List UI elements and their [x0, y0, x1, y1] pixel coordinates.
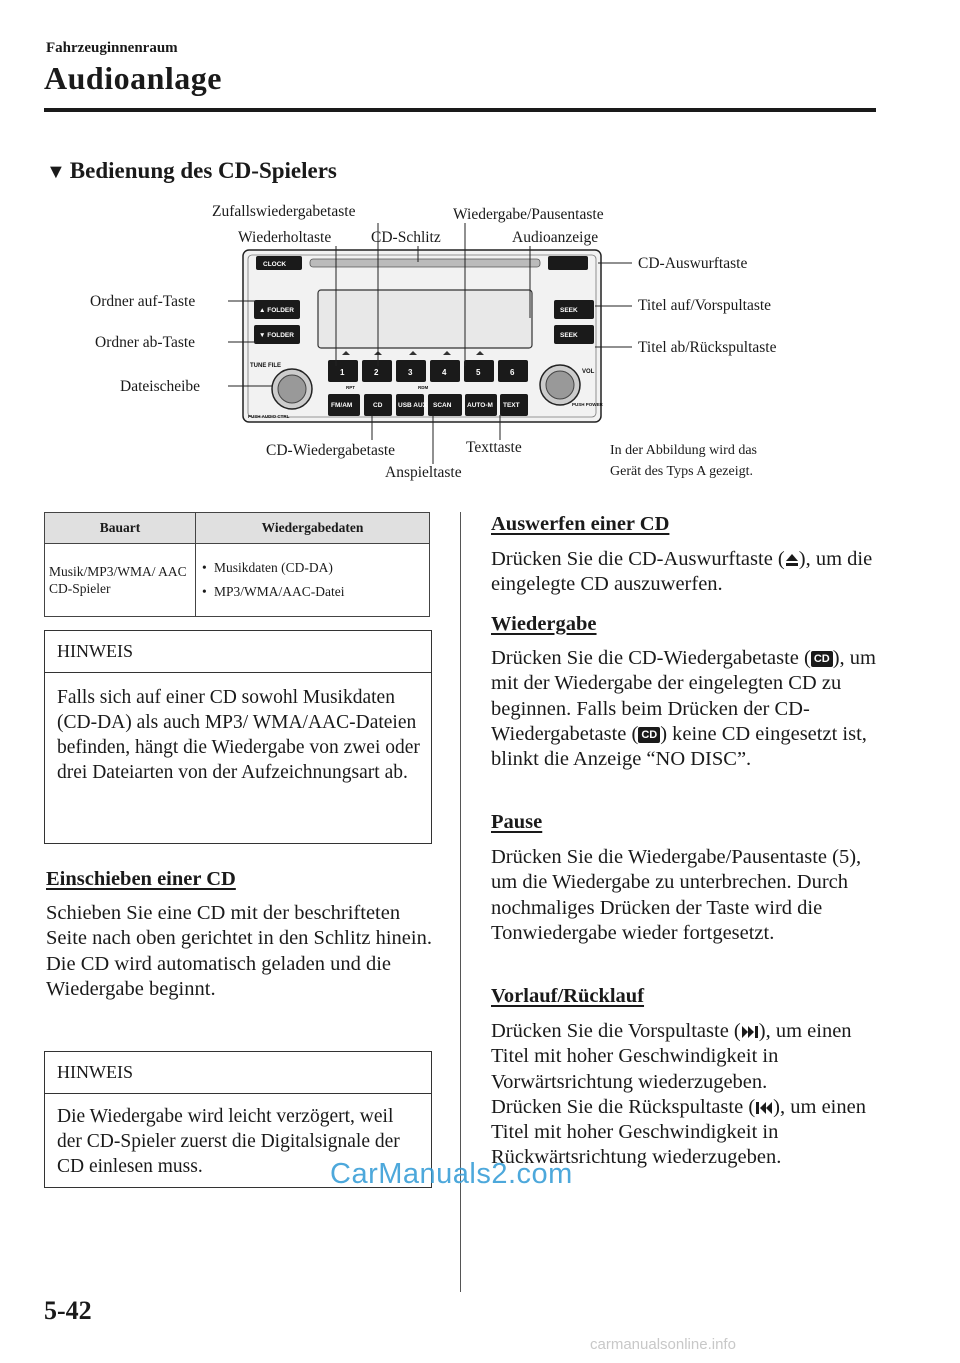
- unit-scan-label: SCAN: [433, 402, 452, 409]
- table-header-row: [45, 513, 430, 544]
- unit-seek-down-label: SEEK: [560, 332, 578, 339]
- unit-preset-4: 4: [442, 368, 447, 377]
- fast-forward-icon: [741, 1025, 759, 1039]
- rewind-icon: [755, 1101, 773, 1115]
- text-run: Drücken Sie die CD-Auswurftaste (: [491, 548, 785, 570]
- header-section-label: Fahrzeuginnenraum: [46, 40, 178, 56]
- eject-icon: [785, 553, 799, 567]
- label-audioanzeige: Audioanzeige: [512, 229, 599, 246]
- note-body: Die Wiedergabe wird leicht verzögert, weil der CD-Spieler zuerst die Digitalsignale der CD einlesen muss.: [57, 1106, 400, 1177]
- unit-folder-down-label: ▼ FOLDER: [259, 332, 294, 339]
- unit-tune-file-label: TUNE FILE: [250, 363, 281, 369]
- label-texttaste: Texttaste: [466, 439, 522, 456]
- cd-icon: CD: [811, 651, 833, 667]
- label-cd-wiedergabetaste: CD-Wiedergabetaste: [266, 442, 396, 459]
- unit-preset-6: 6: [510, 368, 515, 377]
- unit-push-power-label: PUSH POWER: [572, 402, 603, 407]
- footer-site-text: carmanualsonline.info: [590, 1336, 736, 1353]
- section-heading-text: Bedienung des CD-Spielers: [69, 158, 337, 183]
- label-zufallswiedergabetaste: Zufallswiedergabetaste: [212, 203, 356, 220]
- label-dateischeibe: Dateischeibe: [120, 378, 201, 395]
- note-title: HINWEIS: [45, 631, 431, 673]
- label-wiedergabe-pausentaste: Wiedergabe/Pausentaste: [453, 206, 604, 223]
- subheading-pause: Pause: [491, 811, 543, 833]
- text-run: ), um mit der Wiedergabe der eingelegten CD zu beginnen. Falls beim Drücken der CD-Wiedergabetaste (: [491, 647, 877, 745]
- paragraph-auswerfen: [491, 547, 881, 598]
- label-titel-auf-vorspultaste: Titel auf/Vorspultaste: [638, 297, 772, 314]
- label-anspieltaste: Anspieltaste: [385, 464, 462, 481]
- page-number: 5-42: [44, 1296, 92, 1325]
- paragraph-vorlauf: [491, 1019, 881, 1171]
- text-run: Drücken Sie die Vorspultaste (: [491, 1020, 741, 1042]
- table-cell-type: Musik/MP3/WMA/ AAC CD-Spieler: [45, 544, 196, 617]
- list-item: • MP3/WMA/AAC-Datei: [200, 580, 425, 604]
- unit-preset-2: 2: [374, 368, 379, 377]
- paragraph-pause: Drücken Sie die Wiedergabe/Pausentaste (5), um die Wiedergabe zu unterbrechen. Durch nochmaliges Drücken der Taste wird die Tonwiedergabe wieder fortgesetzt.: [491, 846, 862, 944]
- note-body: Falls sich auf einer CD sowohl Musikdaten (CD-DA) als auch MP3/ WMA/AAC-Dateien befinden, hängt die Wiedergabe von zwei oder drei Dateiarten von der Aufzeichnungsart ab.: [57, 687, 420, 783]
- cd-icon: CD: [638, 727, 660, 743]
- unit-preset-1: 1: [340, 368, 345, 377]
- label-titel-ab-rueckspultaste: Titel ab/Rückspultaste: [638, 339, 777, 356]
- label-ordner-ab-taste: Ordner ab-Taste: [95, 334, 196, 351]
- unit-push-audio-label: PUSH AUDIO CTRL: [248, 414, 290, 419]
- label-cd-schlitz: CD-Schlitz: [371, 229, 441, 246]
- triangle-down-icon: ▼: [46, 161, 66, 183]
- subheading-auswerfen: Auswerfen einer CD: [491, 513, 670, 535]
- unit-vol-label: VOL: [582, 369, 595, 375]
- unit-folder-up-label: ▲ FOLDER: [259, 307, 294, 314]
- text-run: ), um die eingelegte CD auszuwerfen.: [491, 548, 873, 596]
- text-run: Drücken Sie die CD-Wiedergabetaste (: [491, 647, 811, 669]
- unit-rdm-label: RDM: [418, 385, 429, 390]
- text-run: ), um einen Titel mit hoher Geschwindigkeit in Rückwärtsrichtung wiederzugeben.: [491, 1095, 866, 1169]
- label-cd-auswurftaste: CD-Auswurftaste: [638, 255, 748, 272]
- subheading-einschieben: Einschieben einer CD: [46, 868, 236, 890]
- unit-seek-up-label: SEEK: [560, 307, 578, 314]
- figure-note: [610, 440, 757, 482]
- page-title: Audioanlage: [44, 60, 222, 96]
- figure-note-line2: Gerät des Typs A gezeigt.: [610, 464, 754, 479]
- table-header-cell: Bauart: [45, 513, 196, 544]
- unit-clock-label: CLOCK: [263, 261, 287, 268]
- unit-preset-5: 5: [476, 368, 481, 377]
- list-item: • Musikdaten (CD-DA): [200, 556, 425, 580]
- unit-text-label: TEXT: [503, 402, 520, 409]
- figure-note-line1: In der Abbildung wird das: [610, 443, 757, 458]
- label-wiederholtaste: Wiederholtaste: [238, 229, 332, 246]
- subheading-wiedergabe: Wiedergabe: [491, 613, 597, 635]
- note-box-1: [44, 630, 432, 844]
- unit-preset-3: 3: [408, 368, 413, 377]
- paragraph-wiedergabe: [491, 646, 881, 772]
- subheading-vorlauf: Vorlauf/Rücklauf: [491, 985, 645, 1007]
- radio-figure: [0, 0, 960, 500]
- radio-unit-drawing: [0, 0, 960, 500]
- table-row: [45, 544, 430, 617]
- watermark-text: CarManuals2.com: [330, 1158, 573, 1190]
- note-title: HINWEIS: [45, 1052, 431, 1094]
- text-run: ), um einen Titel mit hoher Geschwindigkeit in Vorwärtsrichtung wiederzugeben.: [491, 1020, 852, 1093]
- unit-cd-label: CD: [373, 402, 383, 409]
- unit-autom-label: AUTO-M: [467, 402, 493, 409]
- table-header-cell: Wiedergabedaten: [196, 513, 430, 544]
- table-cell-data: [196, 544, 430, 617]
- unit-rpt-label: RPT: [346, 385, 355, 390]
- paragraph-einschieben: Schieben Sie eine CD mit der beschrifteten Seite nach oben gerichtet in den Schlitz hinein. Die CD wird automatisch geladen und die Wiedergabe beginnt.: [46, 902, 432, 1000]
- media-type-table: [44, 512, 430, 617]
- label-ordner-auf-taste: Ordner auf-Taste: [90, 293, 196, 310]
- text-run: Drücken Sie die Rückspultaste (: [491, 1095, 756, 1118]
- unit-usb-label: USB AUX: [398, 402, 428, 409]
- text-run: ) keine CD eingesetzt ist, blinkt die Anzeige “NO DISC”.: [491, 722, 867, 771]
- unit-fmam-label: FM/AM: [331, 402, 353, 409]
